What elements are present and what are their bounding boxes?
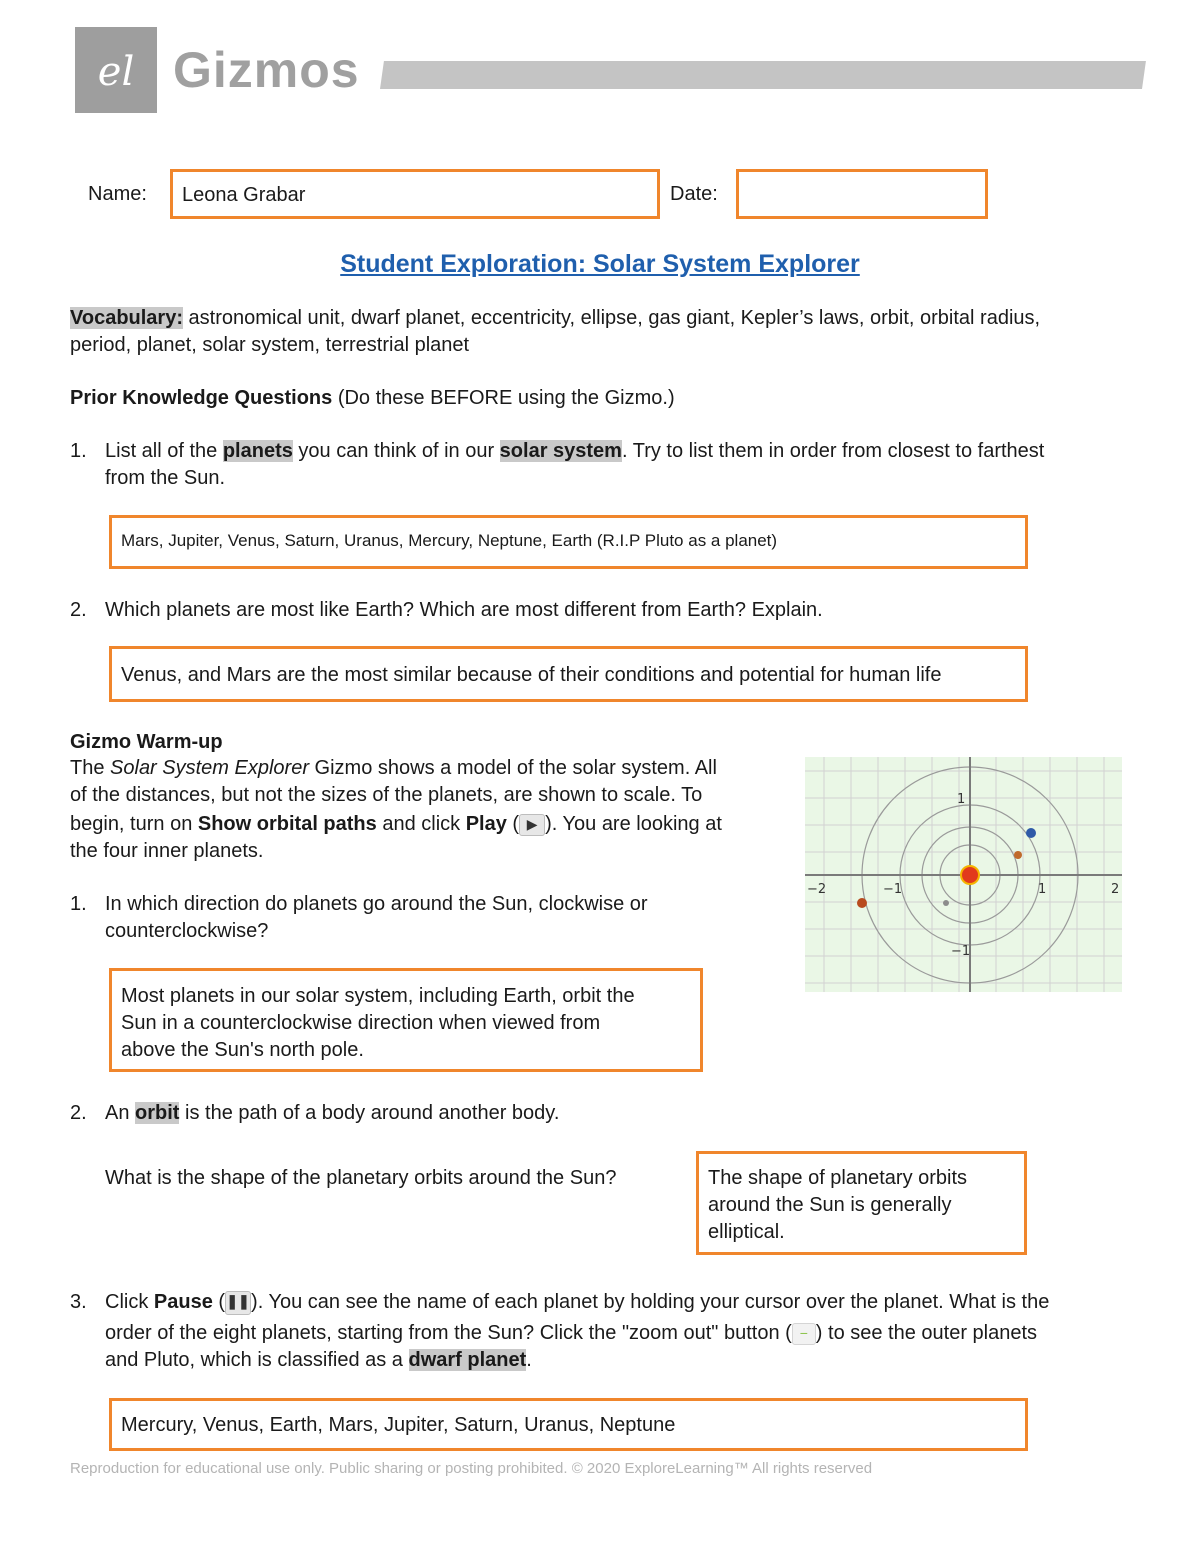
date-field[interactable] (736, 169, 988, 219)
header-bar (380, 61, 1146, 89)
warmup-q2-answer-line3: elliptical. (708, 1221, 785, 1243)
warmup-q3-line2 (105, 1320, 1037, 1347)
vocabulary-line1 (70, 305, 1040, 332)
warmup-q2-answer-line1: The shape of planetary orbits (708, 1167, 968, 1189)
warmup-q1-number: 1. (70, 893, 87, 915)
term-solar-system: solar system (499, 440, 622, 462)
intro-post: Gizmo shows a model of the solar system. All (309, 757, 717, 779)
q1-pre: List all of the (105, 440, 223, 462)
q1-text-line1 (105, 438, 1044, 465)
q1-answer: Mars, Jupiter, Venus, Saturn, Uranus, Mercury, Neptune, Earth (R.I.P Pluto as a planet) (121, 531, 778, 550)
warmup-intro-line1 (70, 755, 717, 782)
prior-knowledge-heading (70, 385, 675, 412)
warmup-q3-number: 3. (70, 1291, 87, 1313)
q2-answer-box[interactable] (109, 646, 1028, 702)
warmup-q2-number: 2. (70, 1102, 87, 1124)
warmup-q1-answer-box[interactable] (109, 968, 703, 1072)
q1-answer-box[interactable] (109, 515, 1028, 569)
name-value: Leona Grabar (182, 184, 306, 206)
vocabulary-terms-2: period, planet, solar system, terrestrial planet (70, 334, 470, 356)
intro-pre: The (70, 757, 111, 779)
q1-text-line2: from the Sun. (105, 467, 226, 489)
term-orbit: orbit (135, 1102, 180, 1124)
q2-post: is the path of a body around another body. (179, 1102, 560, 1124)
logo-text: Gizmos (173, 42, 360, 98)
q3-paren: ( (212, 1291, 226, 1313)
warmup-q2-question: What is the shape of the planetary orbits around the Sun? (105, 1167, 617, 1189)
y-tick-pos1: 1 (957, 792, 966, 807)
warmup-q1-line2: counterclockwise? (105, 920, 269, 942)
name-field[interactable] (170, 169, 660, 219)
prior-heading-bold: Prior Knowledge Questions (70, 387, 333, 409)
q3-post: ). You can see the name of each planet by holding your cursor over the planet. What is the (251, 1291, 1050, 1313)
x-tick-pos2: 2 (1111, 882, 1120, 897)
intro3-post: ). You are looking at (545, 813, 722, 835)
warmup-q1-answer-line3: above the Sun's north pole. (121, 1039, 364, 1061)
warmup-intro-line3 (70, 811, 722, 838)
warmup-q3-answer-box[interactable] (109, 1398, 1028, 1451)
q3-pre: Click (105, 1291, 154, 1313)
warmup-heading: Gizmo Warm-up (70, 731, 223, 753)
warmup-q1-answer-line1: Most planets in our solar system, including Earth, orbit the (121, 985, 635, 1007)
vocabulary-terms-1: astronomical unit, dwarf planet, eccentricity, ellipse, gas giant, Kepler’s laws, orbit, orbital radius, (183, 307, 1041, 329)
warmup-q2-answer-box[interactable] (696, 1151, 1027, 1255)
q2-text: Which planets are most like Earth? Which are most different from Earth? Explain. (105, 599, 823, 621)
vocabulary-label: Vocabulary: (70, 307, 183, 329)
x-tick-pos1: 1 (1038, 882, 1047, 897)
pause-icon: ❚❚ (225, 1291, 251, 1315)
name-label: Name: (88, 183, 147, 205)
x-tick-neg1: −1 (883, 882, 903, 897)
play-icon: ▶ (519, 814, 545, 836)
solar-system-diagram (805, 757, 1122, 992)
q1-mid: you can think of in our (292, 440, 500, 462)
q2-pre: An (105, 1102, 136, 1124)
intro-gizmo-name: Solar System Explorer (110, 757, 309, 779)
intro3-pre: begin, turn on (70, 813, 198, 835)
prior-heading-note: (Do these BEFORE using the Gizmo.) (332, 387, 675, 409)
warmup-intro-line4: the four inner planets. (70, 840, 264, 862)
intro3-mid: and click (376, 813, 466, 835)
play-label: Play (465, 813, 507, 835)
warmup-q2-line1 (105, 1100, 559, 1127)
q1-number: 1. (70, 440, 87, 462)
q2-answer: Venus, and Mars are the most similar because of their conditions and potential for human life (121, 664, 942, 686)
x-tick-neg2: −2 (807, 882, 827, 897)
q1-post: . Try to list them in order from closest to farthest (621, 440, 1045, 462)
page-title: Student Exploration: Solar System Explorer (340, 250, 860, 278)
warmup-q3-line1 (105, 1289, 1049, 1316)
term-planets: planets (222, 440, 293, 462)
q3-l3-pre: and Pluto, which is classified as a (105, 1349, 409, 1371)
q3-l3-post: . (526, 1349, 532, 1371)
warmup-q1-line1: In which direction do planets go around the Sun, clockwise or (105, 893, 648, 915)
warmup-q3-line3 (105, 1347, 532, 1374)
pause-label: Pause (153, 1291, 213, 1313)
gizmos-logo-icon (75, 27, 157, 113)
q3-l2-post: ) to see the outer planets (815, 1322, 1038, 1344)
warmup-q1-answer-line2: Sun in a counterclockwise direction when viewed from (121, 1012, 601, 1034)
term-dwarf-planet: dwarf planet (408, 1349, 527, 1371)
logo-glyph: el (97, 49, 135, 95)
y-tick-neg1: −1 (951, 944, 971, 959)
intro3-paren: ( (506, 813, 520, 835)
date-label: Date: (670, 183, 718, 205)
warmup-q3-answer: Mercury, Venus, Earth, Mars, Jupiter, Saturn, Uranus, Neptune (121, 1414, 676, 1436)
warmup-intro-line2: of the distances, but not the sizes of the planets, are shown to scale. To (70, 784, 703, 806)
footer-notice: Reproduction for educational use only. Public sharing or posting prohibited. © 2020 ExploreLearning™ All rights reserved (70, 1460, 873, 1477)
q3-l2-pre: order of the eight planets, starting from the Sun? Click the "zoom out" button ( (105, 1322, 792, 1344)
warmup-q2-answer-line2: around the Sun is generally (708, 1194, 952, 1216)
show-orbital-paths-label: Show orbital paths (197, 813, 377, 835)
q2-number: 2. (70, 599, 87, 621)
zoom-out-icon: − (792, 1323, 816, 1345)
